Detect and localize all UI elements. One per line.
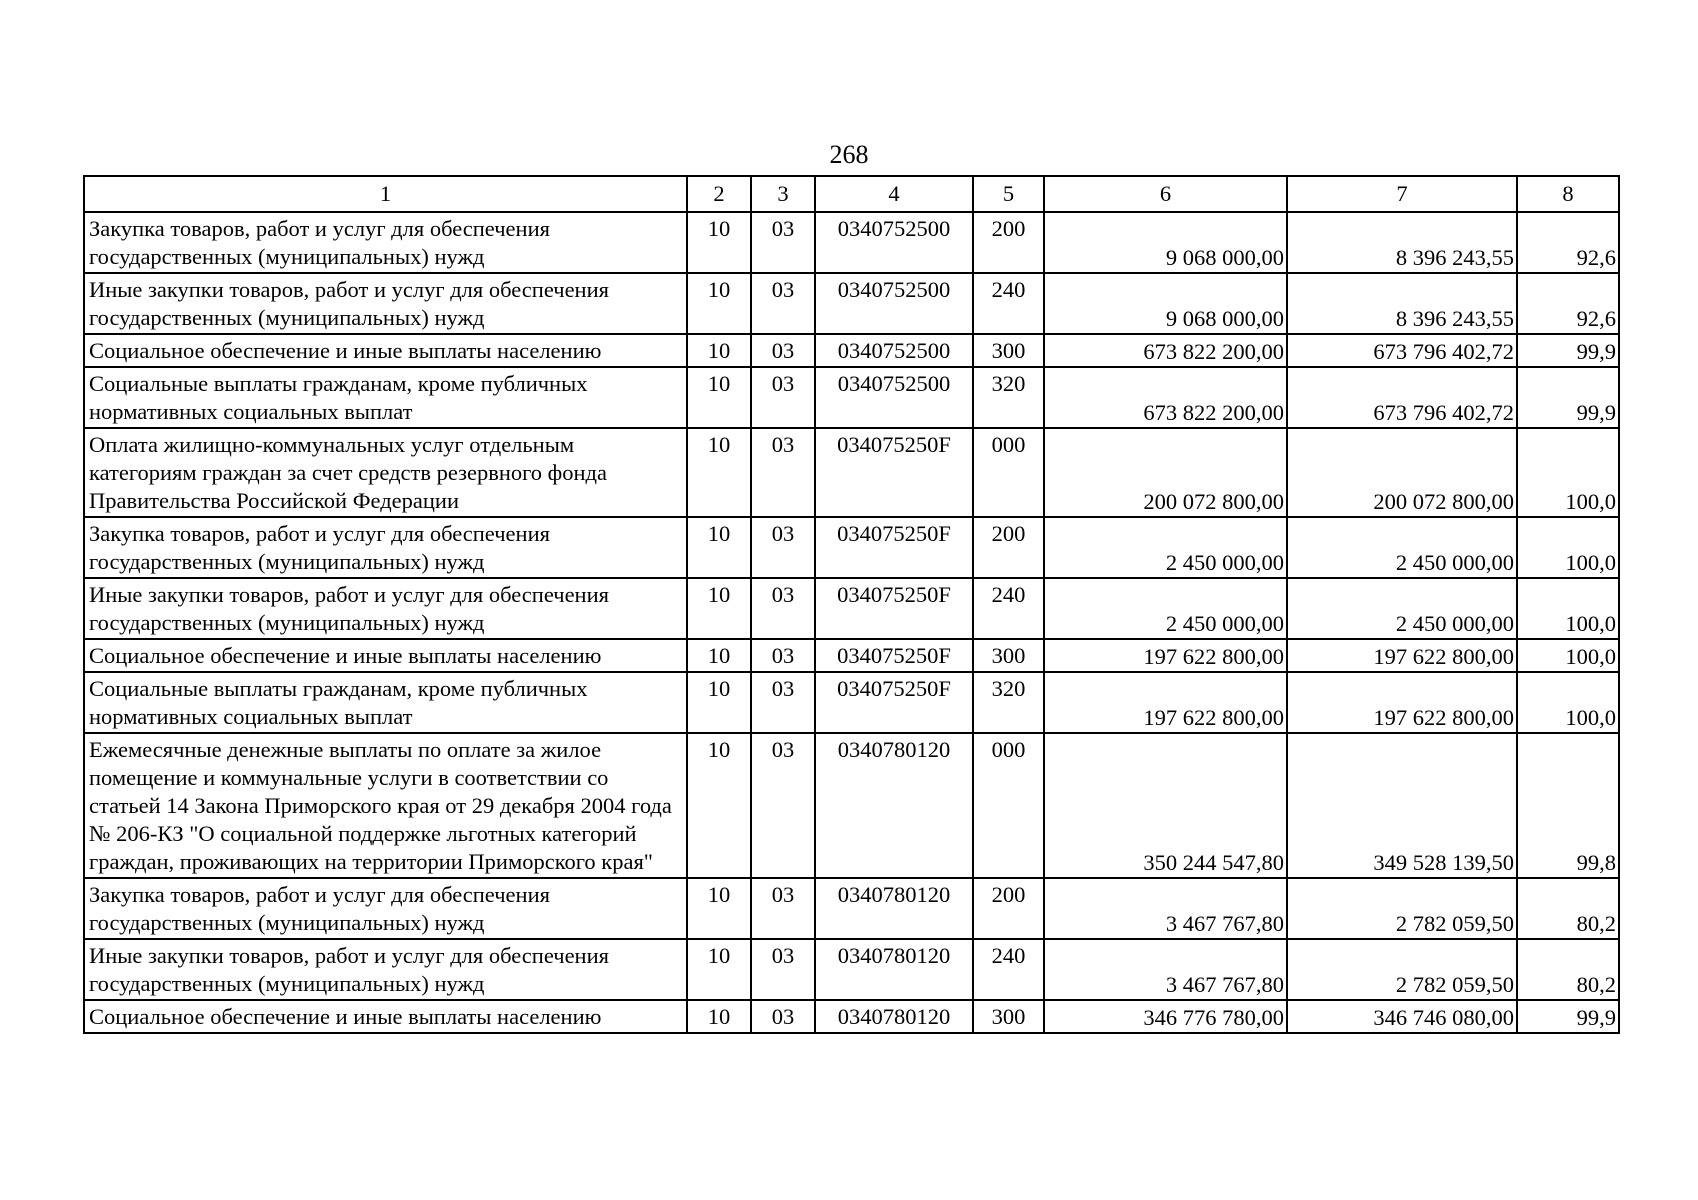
planned-amount-cell: 2 450 000,00 <box>1044 517 1287 578</box>
table-row <box>84 212 1619 273</box>
execution-percent-cell: 99,9 <box>1517 334 1619 367</box>
execution-percent-cell: 100,0 <box>1517 578 1619 639</box>
target-article-cell: 0340780120 <box>815 878 973 939</box>
column-header: 8 <box>1517 176 1619 212</box>
row-name-cell: Закупка товаров, работ и услуг для обеспечения государственных (муниципальных) нужд <box>84 212 687 273</box>
column-header: 5 <box>973 176 1044 212</box>
section-cell: 10 <box>687 334 751 367</box>
execution-percent-cell: 92,6 <box>1517 212 1619 273</box>
page-number: 268 <box>829 140 869 169</box>
row-name-cell: Иные закупки товаров, работ и услуг для обеспечения государственных (муниципальных) нужд <box>84 939 687 1000</box>
target-article-cell: 0340752500 <box>815 212 973 273</box>
subsection-cell: 03 <box>751 334 815 367</box>
target-article-cell: 034075250F <box>815 428 973 517</box>
execution-percent-cell: 100,0 <box>1517 517 1619 578</box>
planned-amount-cell: 197 622 800,00 <box>1044 672 1287 733</box>
executed-amount-cell: 673 796 402,72 <box>1287 367 1517 428</box>
execution-percent-cell: 100,0 <box>1517 672 1619 733</box>
executed-amount-cell: 2 782 059,50 <box>1287 878 1517 939</box>
row-name-cell: Социальные выплаты гражданам, кроме публичных нормативных социальных выплат <box>84 367 687 428</box>
column-header: 4 <box>815 176 973 212</box>
target-article-cell: 0340752500 <box>815 334 973 367</box>
header-row <box>84 176 1619 212</box>
expense-type-cell: 300 <box>973 1000 1044 1033</box>
executed-amount-cell: 200 072 800,00 <box>1287 428 1517 517</box>
subsection-cell: 03 <box>751 672 815 733</box>
subsection-cell: 03 <box>751 517 815 578</box>
table-row <box>84 878 1619 939</box>
planned-amount-cell: 350 244 547,80 <box>1044 733 1287 878</box>
target-article-cell: 0340780120 <box>815 939 973 1000</box>
target-article-cell: 0340780120 <box>815 1000 973 1033</box>
target-article-cell: 034075250F <box>815 639 973 672</box>
executed-amount-cell: 197 622 800,00 <box>1287 672 1517 733</box>
target-article-cell: 034075250F <box>815 672 973 733</box>
executed-amount-cell: 8 396 243,55 <box>1287 273 1517 334</box>
expense-type-cell: 000 <box>973 428 1044 517</box>
row-name-cell: Социальное обеспечение и иные выплаты населению <box>84 1000 687 1033</box>
budget-execution-table <box>83 175 1620 1034</box>
subsection-cell: 03 <box>751 367 815 428</box>
table-row <box>84 1000 1619 1033</box>
subsection-cell: 03 <box>751 273 815 334</box>
table-header <box>84 176 1619 212</box>
section-cell: 10 <box>687 212 751 273</box>
column-header: 2 <box>687 176 751 212</box>
subsection-cell: 03 <box>751 939 815 1000</box>
expense-type-cell: 240 <box>973 939 1044 1000</box>
section-cell: 10 <box>687 428 751 517</box>
executed-amount-cell: 2 450 000,00 <box>1287 517 1517 578</box>
column-header: 3 <box>751 176 815 212</box>
column-header: 6 <box>1044 176 1287 212</box>
planned-amount-cell: 9 068 000,00 <box>1044 273 1287 334</box>
row-name-cell: Закупка товаров, работ и услуг для обеспечения государственных (муниципальных) нужд <box>84 517 687 578</box>
column-header: 7 <box>1287 176 1517 212</box>
planned-amount-cell: 2 450 000,00 <box>1044 578 1287 639</box>
execution-percent-cell: 80,2 <box>1517 939 1619 1000</box>
planned-amount-cell: 197 622 800,00 <box>1044 639 1287 672</box>
planned-amount-cell: 9 068 000,00 <box>1044 212 1287 273</box>
expense-type-cell: 320 <box>973 672 1044 733</box>
table-body <box>84 212 1619 1033</box>
target-article-cell: 0340780120 <box>815 733 973 878</box>
section-cell: 10 <box>687 878 751 939</box>
section-cell: 10 <box>687 273 751 334</box>
planned-amount-cell: 3 467 767,80 <box>1044 878 1287 939</box>
section-cell: 10 <box>687 578 751 639</box>
expense-type-cell: 000 <box>973 733 1044 878</box>
executed-amount-cell: 197 622 800,00 <box>1287 639 1517 672</box>
row-name-cell: Иные закупки товаров, работ и услуг для обеспечения государственных (муниципальных) нужд <box>84 578 687 639</box>
execution-percent-cell: 99,8 <box>1517 733 1619 878</box>
planned-amount-cell: 346 776 780,00 <box>1044 1000 1287 1033</box>
subsection-cell: 03 <box>751 639 815 672</box>
execution-percent-cell: 99,9 <box>1517 1000 1619 1033</box>
row-name-cell: Оплата жилищно-коммунальных услуг отдельным категориям граждан за счет средств резервного фонда Правительства Российской Федерации <box>84 428 687 517</box>
row-name-cell: Закупка товаров, работ и услуг для обеспечения государственных (муниципальных) нужд <box>84 878 687 939</box>
expense-type-cell: 200 <box>973 878 1044 939</box>
subsection-cell: 03 <box>751 212 815 273</box>
table-row <box>84 334 1619 367</box>
subsection-cell: 03 <box>751 878 815 939</box>
execution-percent-cell: 100,0 <box>1517 428 1619 517</box>
table-row <box>84 672 1619 733</box>
row-name-cell: Ежемесячные денежные выплаты по оплате за жилое помещение и коммунальные услуги в соответствии со статьей 14 Закона Приморского края от 29 декабря 2004 года № 206-КЗ "О социальной поддержке льготных категорий граждан, проживающих на территории Приморского края" <box>84 733 687 878</box>
row-name-cell: Социальное обеспечение и иные выплаты населению <box>84 334 687 367</box>
planned-amount-cell: 673 822 200,00 <box>1044 334 1287 367</box>
expense-type-cell: 200 <box>973 517 1044 578</box>
executed-amount-cell: 8 396 243,55 <box>1287 212 1517 273</box>
table-row <box>84 367 1619 428</box>
executed-amount-cell: 2 450 000,00 <box>1287 578 1517 639</box>
execution-percent-cell: 100,0 <box>1517 639 1619 672</box>
executed-amount-cell: 346 746 080,00 <box>1287 1000 1517 1033</box>
expense-type-cell: 200 <box>973 212 1044 273</box>
expense-type-cell: 240 <box>973 273 1044 334</box>
execution-percent-cell: 99,9 <box>1517 367 1619 428</box>
table-row <box>84 939 1619 1000</box>
column-header: 1 <box>84 176 687 212</box>
subsection-cell: 03 <box>751 733 815 878</box>
section-cell: 10 <box>687 367 751 428</box>
target-article-cell: 034075250F <box>815 517 973 578</box>
table-row <box>84 428 1619 517</box>
section-cell: 10 <box>687 1000 751 1033</box>
table-row <box>84 517 1619 578</box>
section-cell: 10 <box>687 672 751 733</box>
target-article-cell: 034075250F <box>815 578 973 639</box>
section-cell: 10 <box>687 939 751 1000</box>
execution-percent-cell: 80,2 <box>1517 878 1619 939</box>
target-article-cell: 0340752500 <box>815 367 973 428</box>
executed-amount-cell: 673 796 402,72 <box>1287 334 1517 367</box>
expense-type-cell: 300 <box>973 639 1044 672</box>
execution-percent-cell: 92,6 <box>1517 273 1619 334</box>
section-cell: 10 <box>687 639 751 672</box>
row-name-cell: Социальные выплаты гражданам, кроме публичных нормативных социальных выплат <box>84 672 687 733</box>
row-name-cell: Социальное обеспечение и иные выплаты населению <box>84 639 687 672</box>
planned-amount-cell: 673 822 200,00 <box>1044 367 1287 428</box>
row-name-cell: Иные закупки товаров, работ и услуг для обеспечения государственных (муниципальных) нужд <box>84 273 687 334</box>
expense-type-cell: 300 <box>973 334 1044 367</box>
executed-amount-cell: 349 528 139,50 <box>1287 733 1517 878</box>
subsection-cell: 03 <box>751 1000 815 1033</box>
subsection-cell: 03 <box>751 578 815 639</box>
table-row <box>84 273 1619 334</box>
target-article-cell: 0340752500 <box>815 273 973 334</box>
expense-type-cell: 320 <box>973 367 1044 428</box>
planned-amount-cell: 200 072 800,00 <box>1044 428 1287 517</box>
table-row <box>84 578 1619 639</box>
expense-type-cell: 240 <box>973 578 1044 639</box>
table-row <box>84 639 1619 672</box>
planned-amount-cell: 3 467 767,80 <box>1044 939 1287 1000</box>
section-cell: 10 <box>687 517 751 578</box>
section-cell: 10 <box>687 733 751 878</box>
subsection-cell: 03 <box>751 428 815 517</box>
executed-amount-cell: 2 782 059,50 <box>1287 939 1517 1000</box>
table-row <box>84 733 1619 878</box>
